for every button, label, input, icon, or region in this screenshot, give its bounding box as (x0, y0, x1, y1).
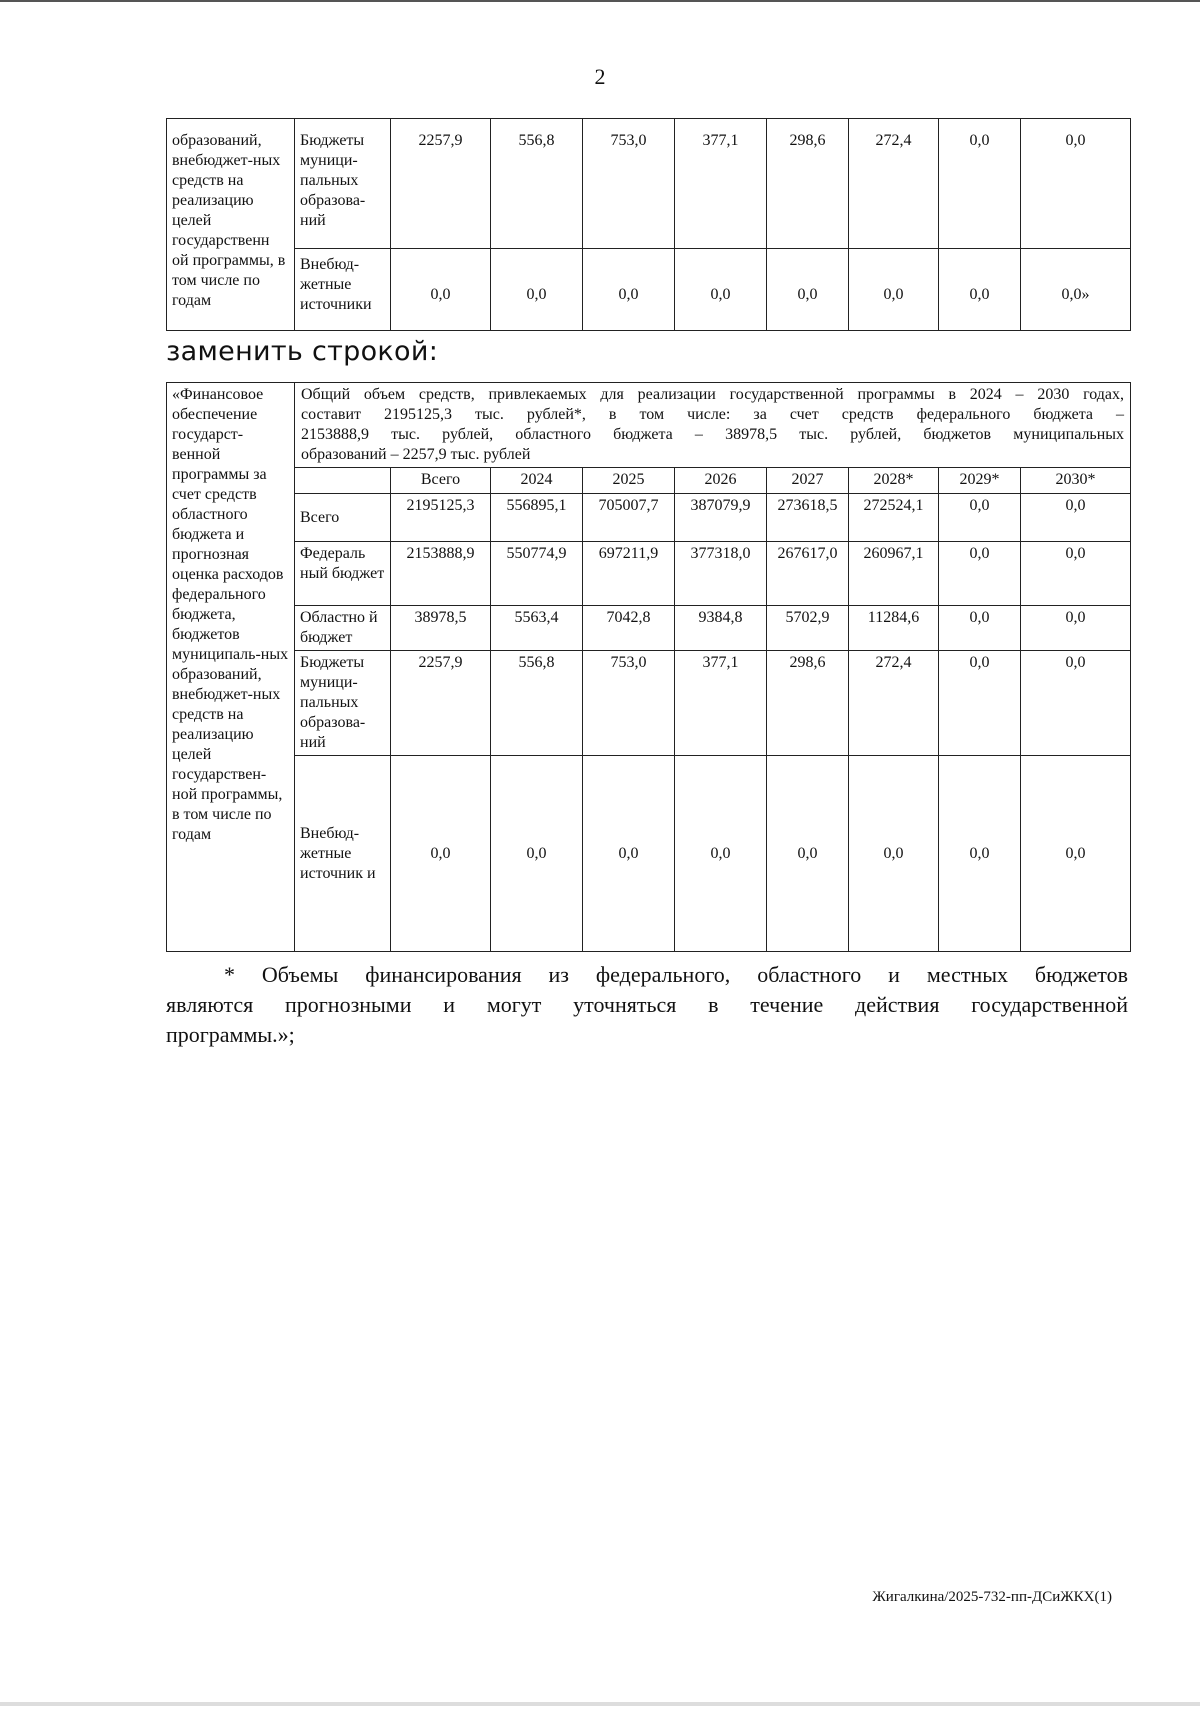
table-cell: 0,0 (1021, 542, 1131, 606)
table-cell: 753,0 (583, 651, 675, 756)
column-header: 2030* (1021, 468, 1131, 494)
table-row (167, 756, 1131, 952)
table-cell: 0,0 (1021, 494, 1131, 542)
column-header: 2028* (849, 468, 939, 494)
table-cell: 2153888,9 (391, 542, 491, 606)
table-cell: 7042,8 (583, 606, 675, 651)
table-cell: 272524,1 (849, 494, 939, 542)
summary-line: составит 2195125,3 тыс. рублей*, в том числе: за счет средств федерального бюджета – (301, 406, 1125, 423)
table-cell: 556,8 (491, 651, 583, 756)
column-header: 2027 (767, 468, 849, 494)
table-cell: 11284,6 (849, 606, 939, 651)
table-row (167, 383, 1131, 468)
table-cell: 377318,0 (675, 542, 767, 606)
top-edge-line (0, 0, 1200, 2)
table-cell: 0,0 (849, 756, 939, 952)
replace-instruction: заменить строкой: (166, 336, 439, 367)
left-description-cell: «Финансовое обеспечение государст-венной программы за счет средств областного бюджета и прогнозная оценка расходов федерального бюджета, бюджетов муниципаль-ных образований, внебюджет-ных средств на реализацию целей государствен-ной программы, в том числе по годам (167, 383, 295, 952)
row-label: Всего (295, 494, 391, 542)
footnote (166, 960, 1128, 1050)
table-cell: 556895,1 (491, 494, 583, 542)
column-header: Всего (391, 468, 491, 494)
footnote-line: являются прогнозными и могут уточняться в течение действия государственной (166, 992, 1128, 1017)
table-cell: 272,4 (849, 119, 939, 249)
row-label: Внебюд-жетные источник и (295, 756, 391, 952)
table-cell: 0,0 (675, 249, 767, 331)
column-header: 2025 (583, 468, 675, 494)
table-cell: 550774,9 (491, 542, 583, 606)
table-cell: 0,0 (1021, 606, 1131, 651)
table-cell: 2257,9 (391, 651, 491, 756)
table-cell: 0,0» (1021, 249, 1131, 331)
table-cell: 0,0 (1021, 756, 1131, 952)
table-cell: 377,1 (675, 119, 767, 249)
table-cell: 0,0 (939, 119, 1021, 249)
summary-line: Общий объем средств, привлекаемых для реализации государственной программы в 2024 – 2030 годах, (301, 386, 1125, 403)
summary-cell (295, 383, 1131, 468)
table-cell: 0,0 (491, 249, 583, 331)
table-cell: 387079,9 (675, 494, 767, 542)
table-cell: 2257,9 (391, 119, 491, 249)
column-header: 2026 (675, 468, 767, 494)
table-cell: 556,8 (491, 119, 583, 249)
row-label: Бюджеты муници-пальных образова-ний (295, 651, 391, 756)
document-stamp: Жигалкина/2025-732-пп-ДСиЖКХ(1) (872, 1589, 1112, 1605)
row-label: Федераль ный бюджет (295, 542, 391, 606)
table-cell: 0,0 (583, 249, 675, 331)
table-cell: 697211,9 (583, 542, 675, 606)
page-number: 2 (594, 64, 606, 89)
table-row (167, 606, 1131, 651)
row-label: Бюджеты муници-пальных образова-ний (295, 119, 391, 249)
table-cell: 5702,9 (767, 606, 849, 651)
table-cell: 0,0 (675, 756, 767, 952)
summary-line: образований – 2257,9 тыс. рублей (301, 446, 531, 463)
table-cell: 298,6 (767, 651, 849, 756)
table-cell: 0,0 (1021, 651, 1131, 756)
footnote-line: * Объемы финансирования из федерального, областного и местных бюджетов (224, 962, 1128, 987)
table-cell: 0,0 (767, 249, 849, 331)
replacement-table (166, 382, 1131, 952)
table-row (167, 494, 1131, 542)
header-row (167, 468, 1131, 494)
bottom-edge-line (0, 1702, 1200, 1706)
table-cell: 260967,1 (849, 542, 939, 606)
table-cell: 753,0 (583, 119, 675, 249)
header-cell-empty (295, 468, 391, 494)
table-row (167, 249, 1131, 331)
table-cell: 0,0 (491, 756, 583, 952)
column-header: 2029* (939, 468, 1021, 494)
table-cell: 0,0 (391, 756, 491, 952)
left-description-cell: образований, внебюджет-ных средств на реализацию целей государственн ой программы, в том числе по годам (167, 119, 295, 331)
summary-line: 2153888,9 тыс. рублей, областного бюджета – 38978,5 тыс. рублей, бюджетов муниципальных (301, 426, 1125, 443)
table-cell: 9384,8 (675, 606, 767, 651)
table-cell: 267617,0 (767, 542, 849, 606)
table-cell: 273618,5 (767, 494, 849, 542)
table-cell: 0,0 (939, 606, 1021, 651)
table-cell: 0,0 (767, 756, 849, 952)
table-cell: 0,0 (939, 651, 1021, 756)
column-header: 2024 (491, 468, 583, 494)
table-cell: 0,0 (849, 249, 939, 331)
table-cell: 0,0 (939, 756, 1021, 952)
table-cell: 2195125,3 (391, 494, 491, 542)
table-cell: 0,0 (939, 249, 1021, 331)
table-cell: 5563,4 (491, 606, 583, 651)
table-cell: 272,4 (849, 651, 939, 756)
table-cell: 0,0 (939, 542, 1021, 606)
table-cell: 0,0 (1021, 119, 1131, 249)
table-cell: 298,6 (767, 119, 849, 249)
table-cell: 377,1 (675, 651, 767, 756)
row-label: Областно й бюджет (295, 606, 391, 651)
table-cell: 0,0 (939, 494, 1021, 542)
previous-row-table (166, 118, 1131, 331)
table-cell: 0,0 (391, 249, 491, 331)
table-row (167, 119, 1131, 249)
table-cell: 38978,5 (391, 606, 491, 651)
table-cell: 705007,7 (583, 494, 675, 542)
footnote-line: программы.»; (166, 1022, 295, 1047)
row-label: Внебюд-жетные источники (295, 249, 391, 331)
table-row (167, 542, 1131, 606)
table-cell: 0,0 (583, 756, 675, 952)
table-row (167, 651, 1131, 756)
